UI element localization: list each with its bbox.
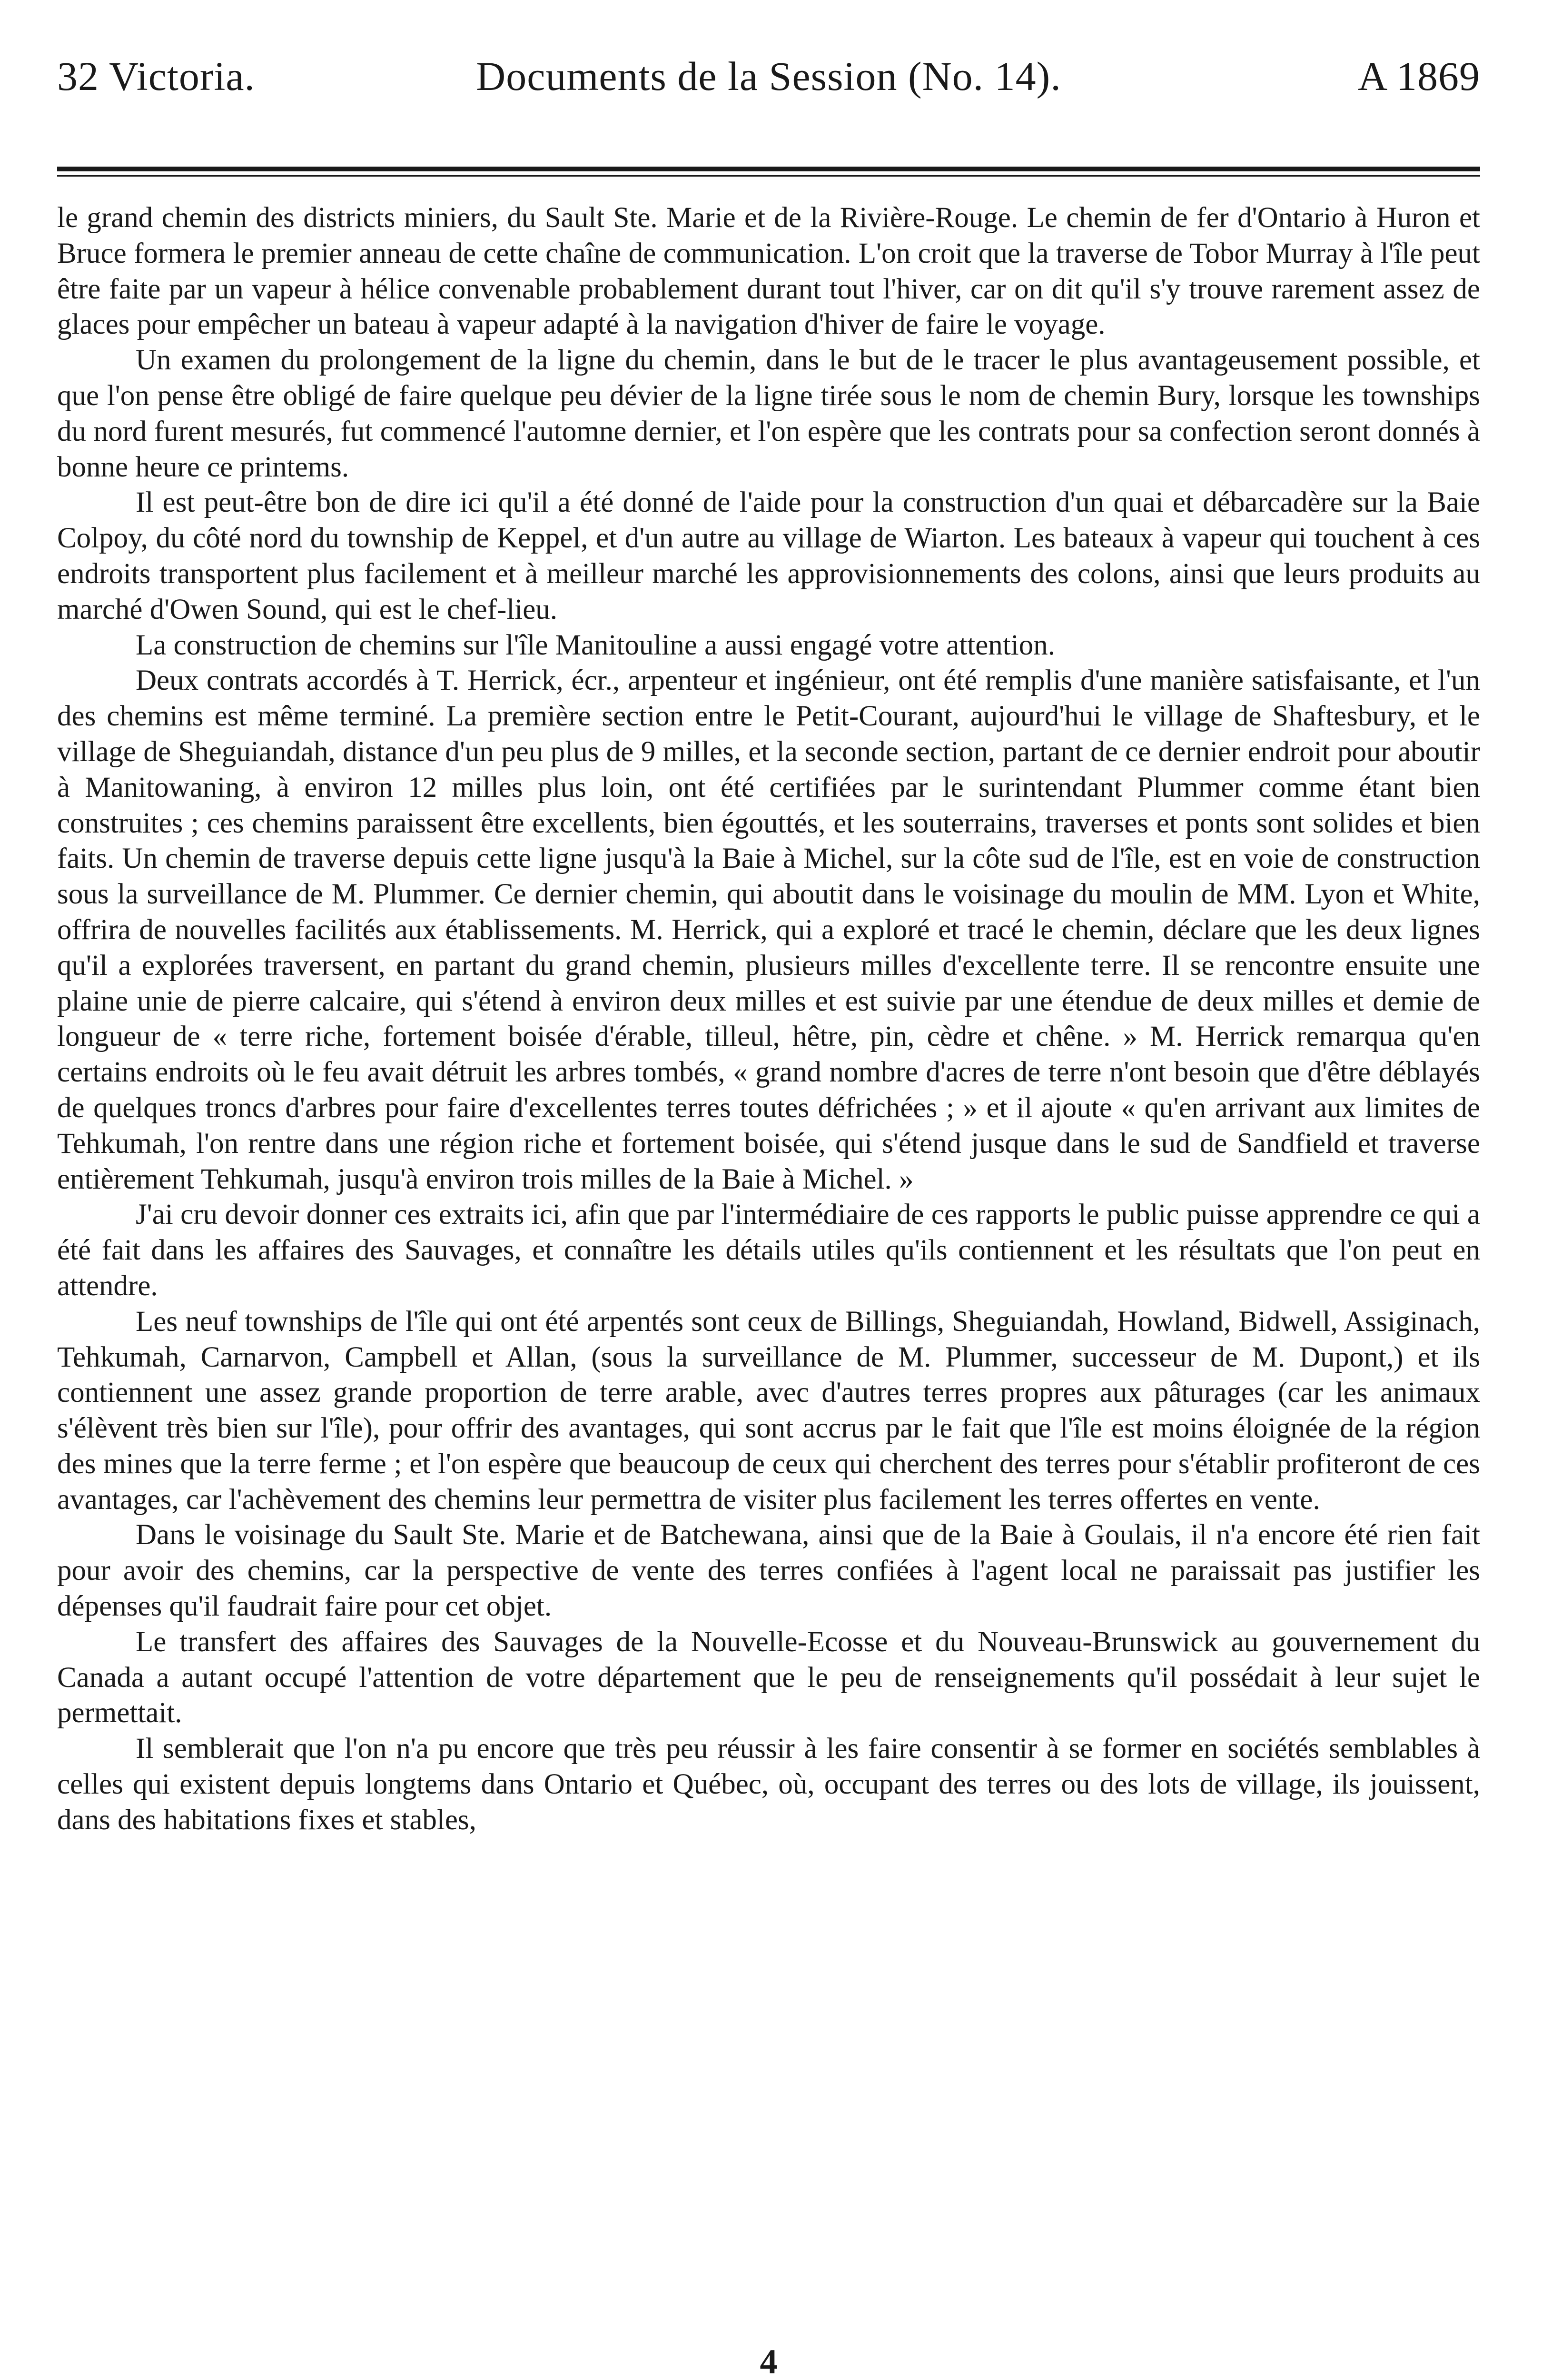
paragraph-7: Les neuf townships de l'île qui ont été arpentés sont ceux de Billings, Sheguiandah, Howland, Bidwell, Assiginach, Tehkumah, Carnarvon, Campbell et Allan, (sous la surveillance de M. Plummer, successeur de M. Dupont,) et ils contiennent une assez grande proportion de terre arable, avec d'autres terres propres aux pâturages (car les animaux s'élèvent très bien sur l'île), pour offrir des avantages, qui sont accrus par le fait que l'île est moins éloignée de la région des mines que la terre ferme ; et l'on espère que beaucoup de ceux qui cherchent des terres pour s'établir profiteront de ces avantages, car l'achèvement des chemins leur permettra de visiter plus facilement les terres offertes en vente. [57, 1305, 1480, 1516]
paragraph-2: Un examen du prolongement de la ligne du chemin, dans le but de le tracer le plus avantageusement possible, et que l'on pense être obligé de faire quelque peu dévier de la ligne tirée sous le nom de chemin Bury, lorsque les townships du nord furent mesurés, fut commencé l'automne dernier, et l'on espère que les contrats pour sa confection seront donnés à bonne heure ce printems. [57, 344, 1480, 483]
header-year: A 1869 [1358, 53, 1480, 99]
paragraph-9: Le transfert des affaires des Sauvages de la Nouvelle-Ecosse et du Nouveau-Brunswick au gouvernement du Canada a autant occupé l'attention de votre département que le peu de renseignements qu'il possédait à leur sujet le permettait. [57, 1626, 1480, 1729]
paragraph-1: le grand chemin des districts miniers, du Sault Ste. Marie et de la Rivière-Rouge. Le chemin de fer d'Ontario à Huron et Bruce formera le premier anneau de cette chaîne de communication. L'on croit que la traverse de Tobor Murray à l'île peut être faite par un vapeur à hélice convenable probablement durant tout l'hiver, car on dit qu'il s'y trouve rarement assez de glaces pour empêcher un bateau à vapeur adapté à la navigation d'hiver de faire le voyage. [57, 202, 1480, 341]
paragraph-4: La construction de chemins sur l'île Manitouline a aussi engagé votre attention. [136, 629, 1055, 661]
header-title: Documents de la Session (No. 14). [476, 53, 1061, 99]
document-page [57, 52, 1480, 2380]
header-volume: 32 Victoria. [57, 53, 256, 99]
paragraph-3: Il est peut-être bon de dire ici qu'il a été donné de l'aide pour la construction d'un quai et débarcadère sur la Baie Colpoy, du côté nord du township de Keppel, et d'un autre au village de Wiarton. Les bateaux à vapeur qui touchent à ces endroits transportent plus facilement et à meilleur marché les approvisionnements des colons, ainsi que leurs produits au marché d'Owen Sound, qui est le chef-lieu. [57, 486, 1480, 625]
paragraph-6: J'ai cru devoir donner ces extraits ici, afin que par l'intermédiaire de ces rapports le public puisse apprendre ce qui a été fait dans les affaires des Sauvages, et connaître les détails utiles qu'ils contiennent et les résultats que l'on peut en attendre. [57, 1199, 1480, 1302]
paragraph-10: Il semblerait que l'on n'a pu encore que très peu réussir à les faire consentir à se former en sociétés semblables à celles qui existent depuis longtems dans Ontario et Québec, où, occupant des terres ou des lots de village, ils jouissent, dans des habitations fixes et stables, [57, 1733, 1480, 1836]
paragraph-8: Dans le voisinage du Sault Ste. Marie et de Batchewana, ainsi que de la Baie à Goulais, il n'a encore été rien fait pour avoir des chemins, car la perspective de vente des terres confiées à l'agent local ne paraissait pas justifier les dépenses qu'il faudrait faire pour cet objet. [57, 1519, 1480, 1623]
running-header [57, 52, 1480, 114]
header-rule-thick [57, 167, 1480, 171]
page-number: 4 [760, 2342, 778, 2380]
header-rule-thin [57, 175, 1480, 177]
body-text [57, 200, 1480, 1838]
paragraph-5: Deux contrats accordés à T. Herrick, écr., arpenteur et ingénieur, ont été remplis d'une manière satisfaisante, et l'un des chemins est même terminé. La première section entre le Petit-Courant, aujourd'hui le village de Shaftesbury, et le village de Sheguiandah, distance d'un peu plus de 9 milles, et la seconde section, partant de ce dernier endroit pour aboutir à Manitowaning, à environ 12 milles plus loin, ont été certifiées par le surintendant Plummer comme étant bien construites ; ces chemins paraissent être excellents, bien égouttés, et les souterrains, traverses et ponts sont solides et bien faits. Un chemin de traverse depuis cette ligne jusqu'à la Baie à Michel, sur la côte sud de l'île, est en voie de construction sous la surveillance de M. Plummer. Ce dernier chemin, qui aboutit dans le voisinage du moulin de MM. Lyon et White, offrira de nouvelles facilités aux établissements. M. Herrick, qui a exploré et tracé le chemin, déclare que les deux lignes qu'il a explorées traversent, en partant du grand chemin, plusieurs milles d'excellente terre. Il se rencontre ensuite une plaine unie de pierre calcaire, qui s'étend à environ deux milles et est suivie par une étendue de deux milles et demie de longueur de « terre riche, fortement boisée d'érable, tilleul, hêtre, pin, cèdre et chêne. » M. Herrick remarqua qu'en certains endroits où le feu avait détruit les arbres tombés, « grand nombre d'acres de terre n'ont besoin que d'être déblayés de quelques troncs d'arbres pour faire d'excellentes terres toutes défrichées ; » et il ajoute « qu'en arrivant aux limites de Tehkumah, l'on rentre dans une région riche et fortement boisée, qui s'étend jusque dans le sud de Sandfield et traverse entièrement Tehkumah, jusqu'à environ trois milles de la Baie à Michel. » [57, 664, 1480, 1195]
